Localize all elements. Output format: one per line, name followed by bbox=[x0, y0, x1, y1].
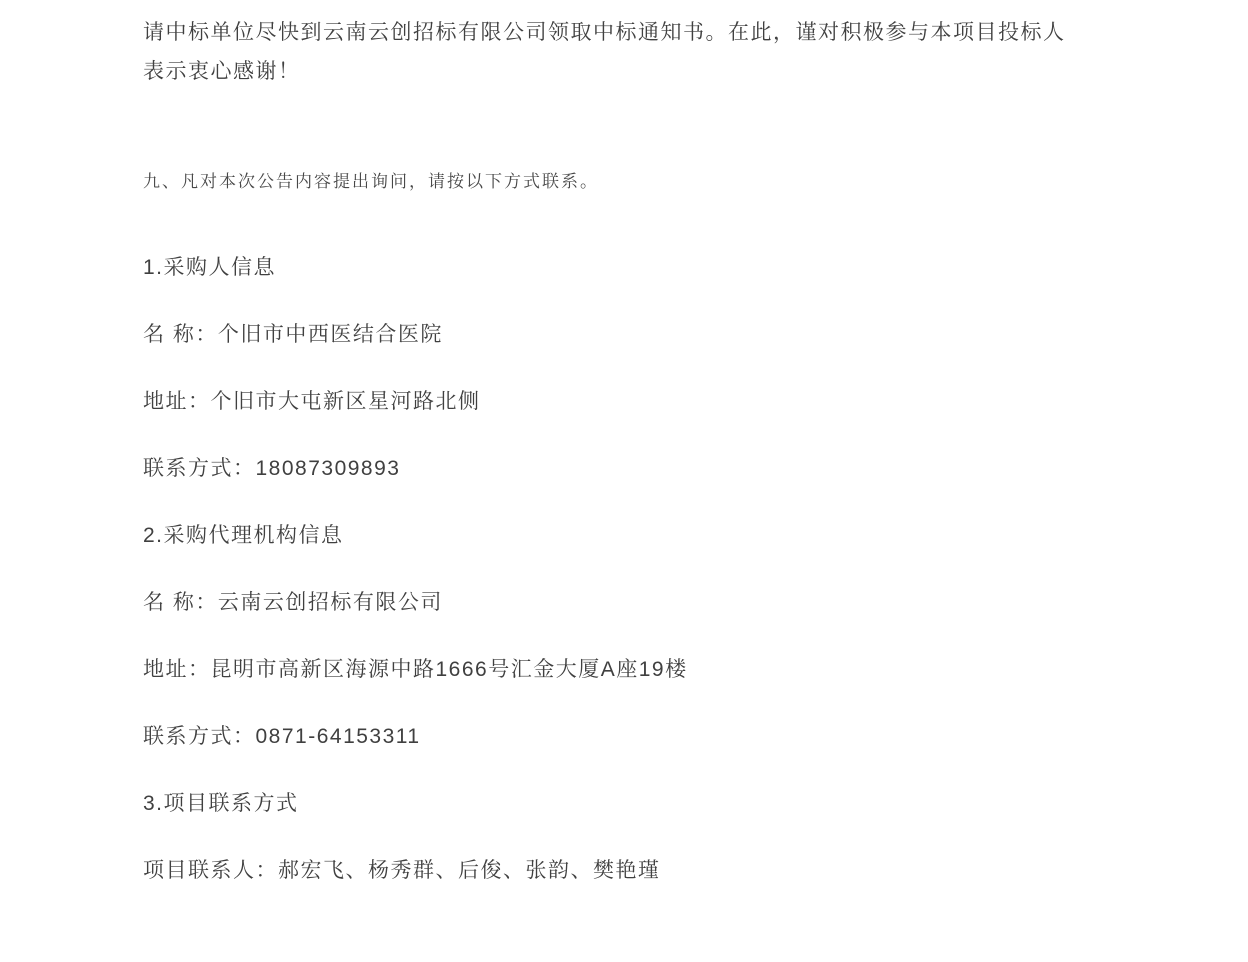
agency-contact: 联系方式：0871-64153311 bbox=[143, 725, 421, 748]
purchaser-address: 地址：个旧市大屯新区星河路北侧 bbox=[143, 390, 481, 413]
thanks-paragraph-line-2: 表示衷心感谢！ bbox=[143, 60, 301, 83]
agency-section-heading: 2.采购代理机构信息 bbox=[143, 524, 344, 547]
thanks-paragraph bbox=[143, 13, 1078, 91]
project-section-heading: 3.项目联系方式 bbox=[143, 792, 299, 815]
thanks-paragraph-line-1: 请中标单位尽快到云南云创招标有限公司领取中标通知书。在此，谨对积极参与本项目投标人 bbox=[143, 21, 1066, 44]
purchaser-contact: 联系方式：18087309893 bbox=[143, 457, 401, 480]
purchaser-section-heading: 1.采购人信息 bbox=[143, 256, 277, 279]
project-contacts: 项目联系人：郝宏飞、杨秀群、后俊、张韵、樊艳瑾 bbox=[143, 859, 661, 882]
agency-name: 名 称：云南云创招标有限公司 bbox=[143, 591, 443, 614]
inquiry-section-heading: 九、凡对本次公告内容提出询问，请按以下方式联系。 bbox=[143, 172, 599, 191]
agency-address: 地址：昆明市高新区海源中路1666号汇金大厦A座19楼 bbox=[143, 658, 688, 681]
purchaser-name: 名 称：个旧市中西医结合医院 bbox=[143, 323, 443, 346]
